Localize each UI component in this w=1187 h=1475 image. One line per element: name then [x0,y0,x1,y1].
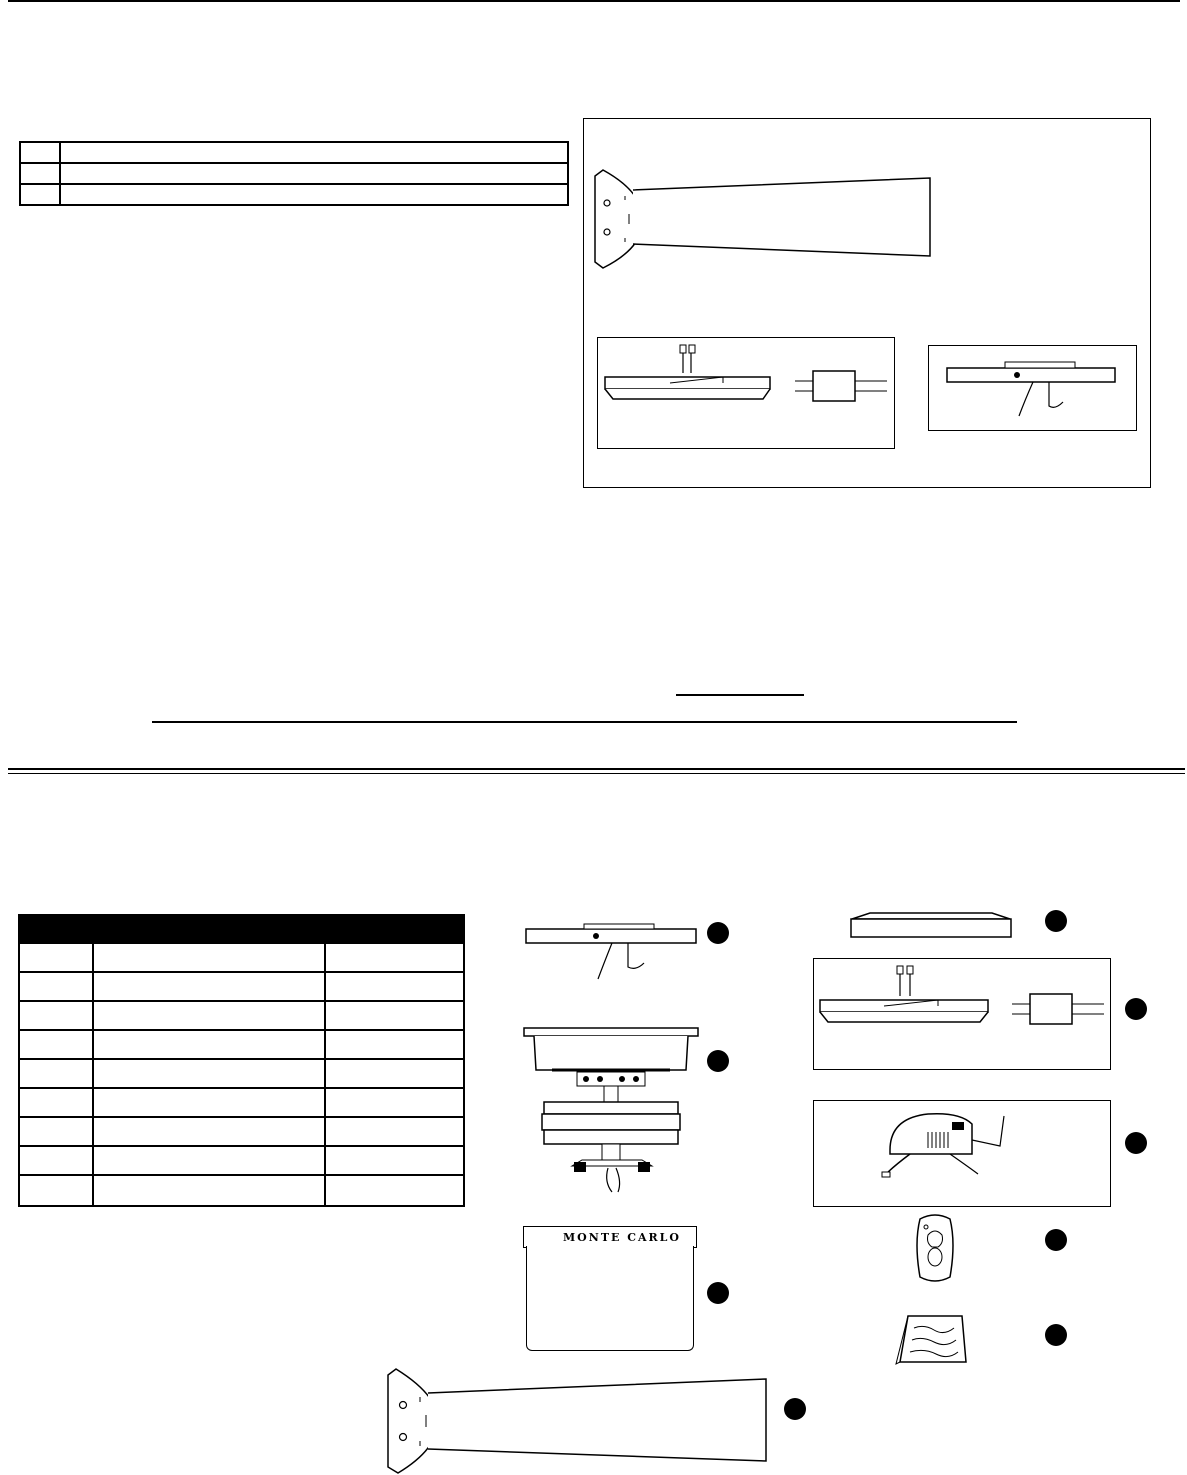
table-row [19,1001,464,1030]
motor-assembly-part [522,1026,702,1196]
part-marker-h [1045,1324,1067,1346]
table-row [20,142,568,163]
section-divider [8,768,1185,770]
part-marker-d [1045,910,1067,932]
light-cover-part [523,1226,697,1352]
table-row [19,1146,464,1175]
table-row [19,1117,464,1146]
blade-part [384,1367,768,1475]
parts-table [18,914,465,1207]
hardware-bag-part [894,1314,970,1366]
underline-short [676,694,804,696]
part-marker-g [1045,1229,1067,1251]
top-rule [8,0,1180,2]
part-marker-f [1125,1132,1147,1154]
table-row [19,1175,464,1206]
remote-control-part [912,1213,958,1285]
part-marker-i [784,1398,806,1420]
section-divider-thin [8,773,1185,774]
receiver-part-illustration [880,1110,1030,1188]
light-kit-illustration [605,343,895,413]
light-kit-part-illustration [820,964,1110,1034]
part-marker-a [707,922,729,944]
table-row [19,943,464,972]
table-row [19,972,464,1001]
blade-illustration-top [595,168,935,270]
mounting-plate-part [524,923,700,983]
mounting-plate-illustration [945,360,1120,420]
underline-long [152,721,1017,723]
table-row [20,163,568,184]
table-row [19,1088,464,1117]
table-row [19,1059,464,1088]
table-row [20,184,568,205]
light-glass-part [850,911,1014,941]
monte-carlo-brand: MONTE CARLO [563,1231,681,1244]
part-marker-c [707,1282,729,1304]
part-marker-b [707,1050,729,1072]
table-row [19,1030,464,1059]
parts-table-header [19,915,464,943]
top-table [19,141,569,206]
part-marker-e [1125,998,1147,1020]
